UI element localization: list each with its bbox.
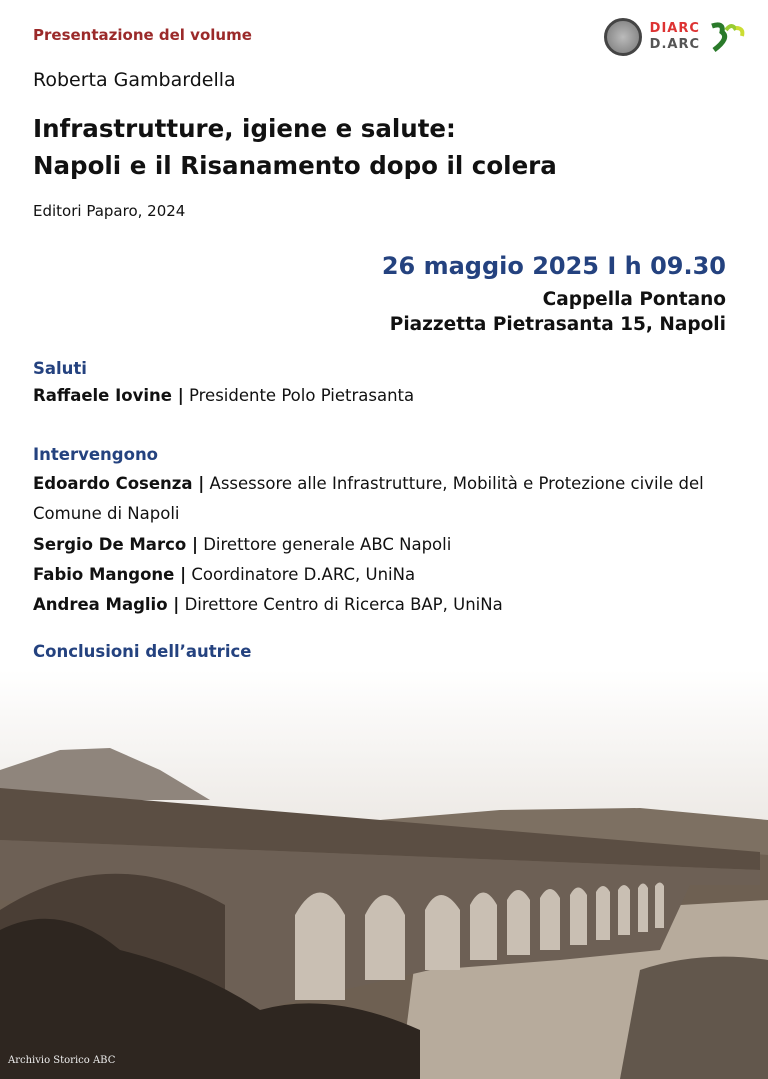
speaker-row: Fabio Mangone | Coordinatore D.ARC, UniNa <box>33 565 416 584</box>
intervengono-heading: Intervengono <box>33 445 159 464</box>
conclusioni-heading: Conclusioni dell’autrice <box>33 642 252 661</box>
speaker-row: Raffaele Iovine | Presidente Polo Pietrasanta <box>33 386 415 405</box>
speaker-row: Edoardo Cosenza | Assessore alle Infrastrutture, Mobilità e Protezione civile del Comune di Napoli <box>33 474 704 523</box>
publisher: Editori Paparo, 2024 <box>33 202 186 220</box>
event-date: 26 maggio 2025 I h 09.30 <box>381 252 726 280</box>
diarc-logo: DIARC D.ARC <box>649 21 700 52</box>
photo-credit: Archivio Storico ABC <box>8 1055 116 1066</box>
event-venue: Cappella Pontano Piazzetta Pietrasanta 15, Napoli <box>389 289 726 335</box>
speaker-row: Andrea Maglio | Direttore Centro di Ricerca BAP, UniNa <box>33 595 503 614</box>
book-title: Infrastrutture, igiene e salute: Napoli e il Risanamento dopo il colera <box>33 114 557 180</box>
bap-logo <box>708 20 746 54</box>
saluti-heading: Saluti <box>33 359 87 378</box>
speaker-row: Sergio De Marco | Direttore generale ABC Napoli <box>33 535 452 554</box>
aqueduct-photo <box>0 670 768 1079</box>
logos <box>604 18 746 56</box>
author: Roberta Gambardella <box>33 69 236 91</box>
kicker: Presentazione del volume <box>33 26 252 44</box>
university-seal-logo <box>604 18 642 56</box>
